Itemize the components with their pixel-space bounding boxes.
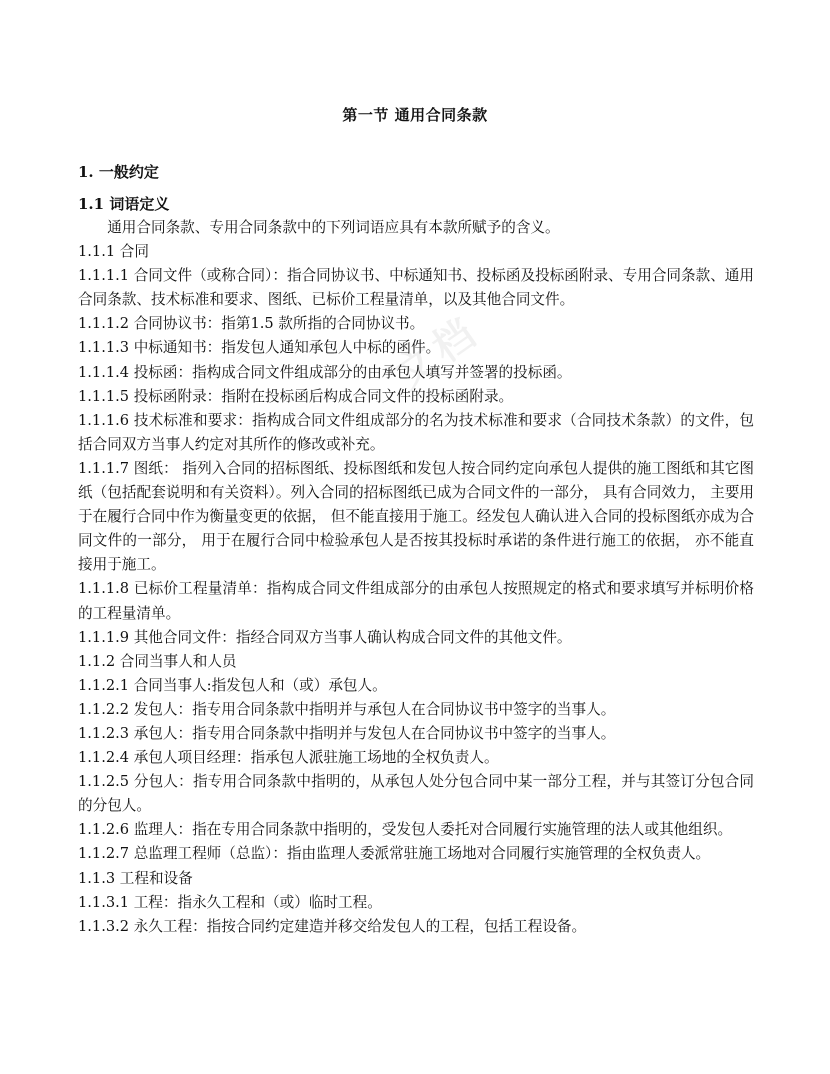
clause-1-1-2-7: 1.1.2.7 总监理工程师（总监）：指由监理人委派常驻施工场地对合同履行实施管理的全权负责人。 — [78, 845, 711, 863]
section-heading-1-1: 1.1 词语定义 — [78, 195, 170, 213]
clause-1-1-2-2: 1.1.2.2 发包人：指专用合同条款中指明并与承包人在合同协议书中签字的当事人。 — [78, 700, 616, 718]
clause-1-1-1-2: 1.1.1.2 合同协议书：指第1.5 款所指的合同协议书。 — [78, 315, 425, 333]
clause-1-1-1-8: 1.1.1.8 已标价工程量清单：指构成合同文件组成部分的由承包人按照规定的格式和要求填写并标明价格的工程量清单。 — [78, 580, 754, 622]
clause-1-1-1-5: 1.1.1.5 投标函附录：指附在投标函后构成合同文件的投标函附录。 — [78, 387, 514, 405]
section-heading-1: 1. 一般约定 — [78, 163, 159, 181]
clause-1-1-2-4: 1.1.2.4 承包人项目经理：指承包人派驻施工场地的全权负责人。 — [78, 749, 499, 767]
document-body — [78, 160, 754, 939]
clause-1-1-2: 1.1.2 合同当事人和人员 — [78, 652, 237, 670]
clause-1-1-2-1: 1.1.2.1 合同当事人:指发包人和（或）承包人。 — [78, 676, 387, 694]
clause-1-1-3-2: 1.1.3.2 永久工程：指按合同约定建造并移交给发包人的工程，包括工程设备。 — [78, 917, 587, 935]
clause-1-1-1-1: 1.1.1.1 合同文件（或称合同）：指合同协议书、中标通知书、投标函及投标函附录、专用合同条款、通用合同条款、技术标准和要求、图纸、已标价工程量清单，以及其他合同文件。 — [78, 267, 754, 309]
clause-1-1-1-9: 1.1.1.9 其他合同文件：指经合同双方当事人确认构成合同文件的其他文件。 — [78, 628, 572, 646]
clause-1-1-3: 1.1.3 工程和设备 — [78, 869, 193, 887]
watermark: 文档 — [386, 307, 489, 399]
intro-paragraph: 通用合同条款、专用合同条款中的下列词语应具有本款所赋予的含义。 — [107, 219, 560, 236]
clause-1-1-1-3: 1.1.1.3 中标通知书：指发包人通知承包人中标的函件。 — [78, 339, 441, 357]
page-title: 第一节 通用合同条款 — [342, 106, 488, 124]
clause-1-1-1-4: 1.1.1.4 投标函：指构成合同文件组成部分的由承包人填写并签署的投标函。 — [78, 363, 572, 381]
clause-1-1-1-7: 1.1.1.7 图纸： 指列入合同的招标图纸、投标图纸和发包人按合同约定向承包人提供的施工图纸和其它图纸（包括配套说明和有关资料）。列入合同的招标图纸已成为合同文件的一部分， 具有合同效力， 主要用于在履行合同中作为衡量变更的依据， 但不能直接用于施工。经发包人确认进入合同的投标图纸亦成为合同文件的一部分， 用于在履行合同中检验承包人是否按其投标时承诺的条件进行施工的依据， 亦不能直接用于施工。 — [78, 459, 754, 574]
clause-1-1-3-1: 1.1.3.1 工程：指永久工程和（或）临时工程。 — [78, 893, 382, 911]
clause-1-1-1: 1.1.1 合同 — [78, 243, 149, 261]
clause-1-1-2-5: 1.1.2.5 分包人：指专用合同条款中指明的，从承包人处分包合同中某一部分工程，并与其签订分包合同的分包人。 — [78, 773, 754, 815]
clause-1-1-1-6: 1.1.1.6 技术标准和要求：指构成合同文件组成部分的名为技术标准和要求（合同技术条款）的文件，包括合同双方当事人约定对其所作的修改或补充。 — [78, 411, 754, 453]
clause-1-1-2-6: 1.1.2.6 监理人：指在专用合同条款中指明的，受发包人委托对合同履行实施管理的法人或其他组织。 — [78, 821, 733, 839]
clause-1-1-2-3: 1.1.2.3 承包人：指专用合同条款中指明并与发包人在合同协议书中签字的当事人。 — [78, 724, 616, 742]
